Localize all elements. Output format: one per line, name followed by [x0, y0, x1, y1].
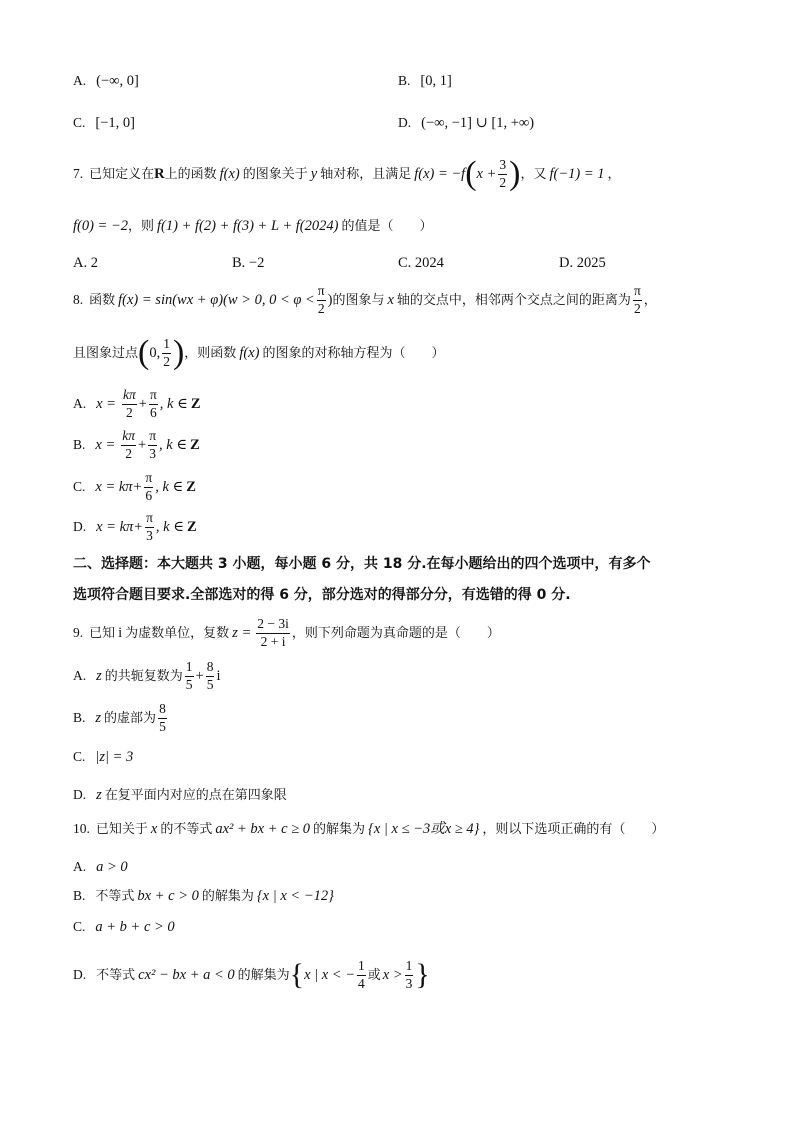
stem-text: ，	[643, 292, 657, 308]
q8-option-a	[73, 387, 200, 421]
section-heading-line1: 二、选择题：本大题共 3 小题，每小题 6 分，共 18 分.在每小题给出的四个选项中，有多个	[73, 556, 651, 572]
frac-num: π	[148, 429, 157, 445]
option-label: A.	[73, 396, 87, 412]
option-text: 不等式	[95, 889, 135, 904]
q6-option-a	[73, 74, 139, 89]
option-math: a > 0	[96, 859, 128, 875]
frac-num: kπ	[121, 429, 136, 445]
paren-right: )	[172, 334, 185, 372]
q10-stem	[73, 822, 664, 837]
math-z: z	[96, 787, 102, 803]
q9-option-d	[73, 788, 287, 803]
option-math: {x | x < −12}	[256, 888, 334, 904]
option-label: C.	[73, 479, 86, 495]
q6-option-b	[398, 74, 452, 89]
option-label: B.	[73, 710, 86, 726]
brace-right: }	[415, 958, 430, 991]
question-number: 10.	[73, 821, 90, 836]
math-eq: f(x) = −f	[414, 165, 466, 182]
frac-den: 3	[146, 527, 153, 543]
frac-den: 2	[163, 353, 170, 369]
frac-den: 2	[499, 174, 507, 190]
option-text: 的解集为	[201, 889, 254, 904]
option-math: (−∞, −1] ∪ [1, +∞)	[421, 115, 535, 131]
math-fdef: f(x) = sin(wx + φ)(w > 0, 0 < φ <	[118, 291, 315, 308]
fraction-1-2	[162, 337, 171, 368]
fraction-8-5	[206, 660, 215, 691]
stem-text: ，则以下选项正确的有（ ）	[482, 822, 665, 837]
math-plus: +	[195, 667, 204, 684]
q8-option-c	[73, 470, 196, 504]
frac-den: 2	[317, 300, 325, 316]
option-label: C.	[73, 115, 86, 130]
math-eq-inner: x +	[476, 165, 497, 182]
q9-option-a	[73, 658, 221, 694]
math-set: {x | x ≤ −3或x ≥ 4}	[368, 821, 480, 837]
fraction-3-2	[498, 158, 507, 189]
q8-stem-line2	[73, 335, 444, 371]
math-i: i	[216, 667, 221, 684]
frac-den: 3	[405, 975, 413, 991]
option-label: A.	[73, 859, 87, 874]
fraction-kpi-2	[121, 429, 136, 460]
stem-text: 的图象与	[332, 292, 385, 308]
fraction-pi-6	[144, 471, 153, 502]
fraction-1-4	[357, 959, 366, 990]
math-tail: , k ∈	[159, 436, 188, 453]
frac-den: 2	[633, 300, 641, 316]
stem-text: 轴对称，且满足	[320, 166, 412, 182]
q10-option-a	[73, 860, 128, 875]
q8-option-b	[73, 428, 200, 462]
q7-option-a	[73, 256, 98, 271]
stem-text: 已知关于	[95, 822, 148, 837]
frac-den: 6	[145, 487, 153, 503]
frac-num: π	[317, 284, 326, 300]
option-label: D.	[73, 519, 87, 535]
math-tail: , k ∈	[155, 478, 184, 495]
math-abs: |z| = 3	[95, 749, 134, 765]
math-cond1: f(−1) = 1	[549, 165, 605, 182]
stem-text: 的图象关于	[242, 166, 308, 182]
fraction-pi-2	[317, 284, 326, 315]
math-xeq: x =	[95, 436, 116, 453]
math-sum: f(1) + f(2) + f(3) + L + f(2024)	[157, 218, 339, 234]
fraction-pi-2	[633, 284, 642, 315]
frac-num: π	[633, 284, 642, 300]
option-text: 在复平面内对应的点在第四象限	[104, 788, 287, 803]
math-z: z	[95, 709, 102, 726]
option-label: D.	[73, 967, 87, 983]
frac-num: π	[144, 471, 153, 487]
math-xeq: x =	[96, 395, 116, 412]
q9-option-c	[73, 750, 133, 765]
fraction-8-5	[158, 702, 167, 733]
option-label: B.	[398, 73, 411, 88]
math-plus: +	[138, 395, 147, 412]
fraction-z	[256, 617, 290, 648]
stem-text: 为虚数单位，复数	[125, 625, 230, 641]
frac-den: 2	[125, 445, 132, 461]
math-Z: Z	[186, 478, 196, 495]
fraction-1-5	[185, 660, 194, 691]
frac-num: 2 − 3i	[256, 617, 290, 633]
q7-option-d	[559, 256, 606, 271]
option-math: bx + c > 0	[137, 888, 199, 904]
option-text: C. 2024	[398, 255, 444, 271]
option-math: a + b + c > 0	[95, 919, 175, 935]
q10-option-c	[73, 920, 175, 935]
math-cond2: f(0) = −2	[73, 218, 129, 234]
stem-text: 的不等式	[160, 822, 213, 837]
option-text: 的共轭复数为	[104, 668, 183, 684]
frac-den: 2	[125, 404, 133, 420]
option-label: D.	[398, 115, 412, 130]
option-label: A.	[73, 73, 87, 88]
option-text: A. 2	[73, 255, 98, 271]
frac-num: 1	[162, 337, 171, 353]
fraction-pi-3	[145, 511, 154, 542]
frac-den: 6	[149, 404, 157, 420]
q7-option-b	[232, 256, 264, 271]
option-math: x | x < −	[304, 966, 356, 983]
option-math: x >	[382, 966, 403, 983]
math-tail: , k ∈	[159, 395, 188, 412]
math-x: x	[387, 291, 394, 308]
frac-num: 1	[357, 959, 366, 975]
option-label: A.	[73, 668, 87, 684]
math-R: R	[154, 165, 165, 182]
q7-stem-line1	[73, 157, 621, 191]
question-number: 9.	[73, 625, 84, 641]
option-label: C.	[73, 749, 86, 764]
frac-num: 3	[498, 158, 507, 174]
q8-option-d	[73, 510, 197, 544]
q6-option-d	[398, 116, 534, 131]
q6-option-c	[73, 116, 135, 131]
q8-stem-line1	[73, 281, 657, 319]
option-text: B. −2	[232, 255, 265, 271]
frac-num: 8	[206, 660, 215, 676]
option-text: 不等式	[96, 967, 136, 983]
stem-text: 的图象的对称轴方程为（ ）	[262, 345, 445, 361]
frac-num: kπ	[122, 388, 137, 404]
frac-den: 4	[358, 975, 365, 991]
option-text: 或	[367, 967, 381, 983]
stem-text: ，	[607, 166, 621, 182]
fraction-kpi-2	[122, 388, 137, 419]
math-Z: Z	[186, 518, 197, 535]
stem-text: ，则	[128, 219, 155, 234]
stem-text: 上的函数	[164, 166, 217, 182]
frac-num: 8	[158, 702, 167, 718]
option-label: B.	[73, 437, 86, 453]
math-point: 0,	[149, 344, 161, 361]
question-number: 7.	[73, 166, 84, 182]
math-i: i	[118, 624, 123, 641]
stem-text: ，则函数	[184, 345, 237, 361]
stem-text: ，则下列命题为真命题的是（ ）	[291, 625, 500, 641]
option-math: cx² − bx + a < 0	[138, 966, 235, 983]
stem-text: 已知	[89, 625, 116, 641]
math-fx: f(x)	[239, 344, 260, 361]
frac-num: π	[145, 511, 154, 527]
q7-stem-line2	[73, 219, 432, 234]
stem-text: ，又	[520, 166, 547, 182]
math-Z: Z	[190, 436, 200, 453]
fraction-pi-6	[149, 388, 158, 419]
math-y: y	[310, 165, 318, 182]
stem-text: 函数	[89, 292, 116, 308]
math-ineq: ax² + bx + c ≥ 0	[215, 821, 311, 837]
option-text: 的虚部为	[104, 710, 157, 726]
stem-text: 轴的交点中，相邻两个交点之间的距离为	[396, 292, 631, 308]
option-text: D. 2025	[559, 255, 606, 271]
frac-num: 1	[405, 959, 414, 975]
math-kxeq: x = kπ+	[95, 478, 143, 495]
fraction-pi-3	[148, 429, 157, 460]
frac-den: 5	[206, 676, 214, 692]
frac-den: 2 + i	[260, 633, 286, 649]
frac-den: 5	[159, 718, 166, 734]
math-Z: Z	[190, 395, 201, 412]
option-math: [0, 1]	[420, 73, 452, 89]
q7-option-c	[398, 256, 444, 271]
frac-den: 5	[185, 676, 193, 692]
q9-option-b	[73, 700, 169, 736]
math-fx: f(x)	[219, 165, 240, 182]
option-label: C.	[73, 919, 86, 934]
math-plus: +	[138, 436, 147, 453]
q9-stem	[73, 614, 500, 652]
question-number: 8.	[73, 292, 84, 308]
stem-text: 且图象过点	[73, 345, 139, 361]
frac-den: 3	[149, 445, 156, 461]
math-close: )	[327, 291, 333, 308]
q10-option-b	[73, 889, 334, 904]
option-label: B.	[73, 888, 86, 903]
option-label: D.	[73, 787, 87, 802]
option-text: 的解集为	[237, 967, 290, 983]
frac-num: π	[149, 388, 158, 404]
option-math: [−1, 0]	[95, 115, 135, 131]
math-z: z	[96, 667, 102, 684]
option-math: (−∞, 0]	[96, 73, 139, 89]
math-x: x	[150, 821, 158, 837]
stem-text: 已知定义在	[89, 166, 155, 182]
fraction-1-3	[405, 959, 414, 990]
frac-num: 1	[185, 660, 194, 676]
stem-text: 的值是（ ）	[341, 219, 433, 234]
paren-left: (	[138, 334, 150, 372]
math-zeq: z =	[232, 624, 252, 641]
paren-right: )	[509, 155, 521, 193]
brace-left: {	[289, 958, 305, 991]
q10-option-d	[73, 955, 430, 995]
math-kxeq: x = kπ+	[96, 518, 144, 535]
stem-text: 的解集为	[313, 822, 366, 837]
section-heading-line2: 选项符合题目要求.全部选对的得 6 分，部分选对的得部分分，有选错的得 0 分.	[73, 587, 571, 603]
paren-left: (	[465, 155, 477, 193]
math-tail: , k ∈	[155, 518, 184, 535]
